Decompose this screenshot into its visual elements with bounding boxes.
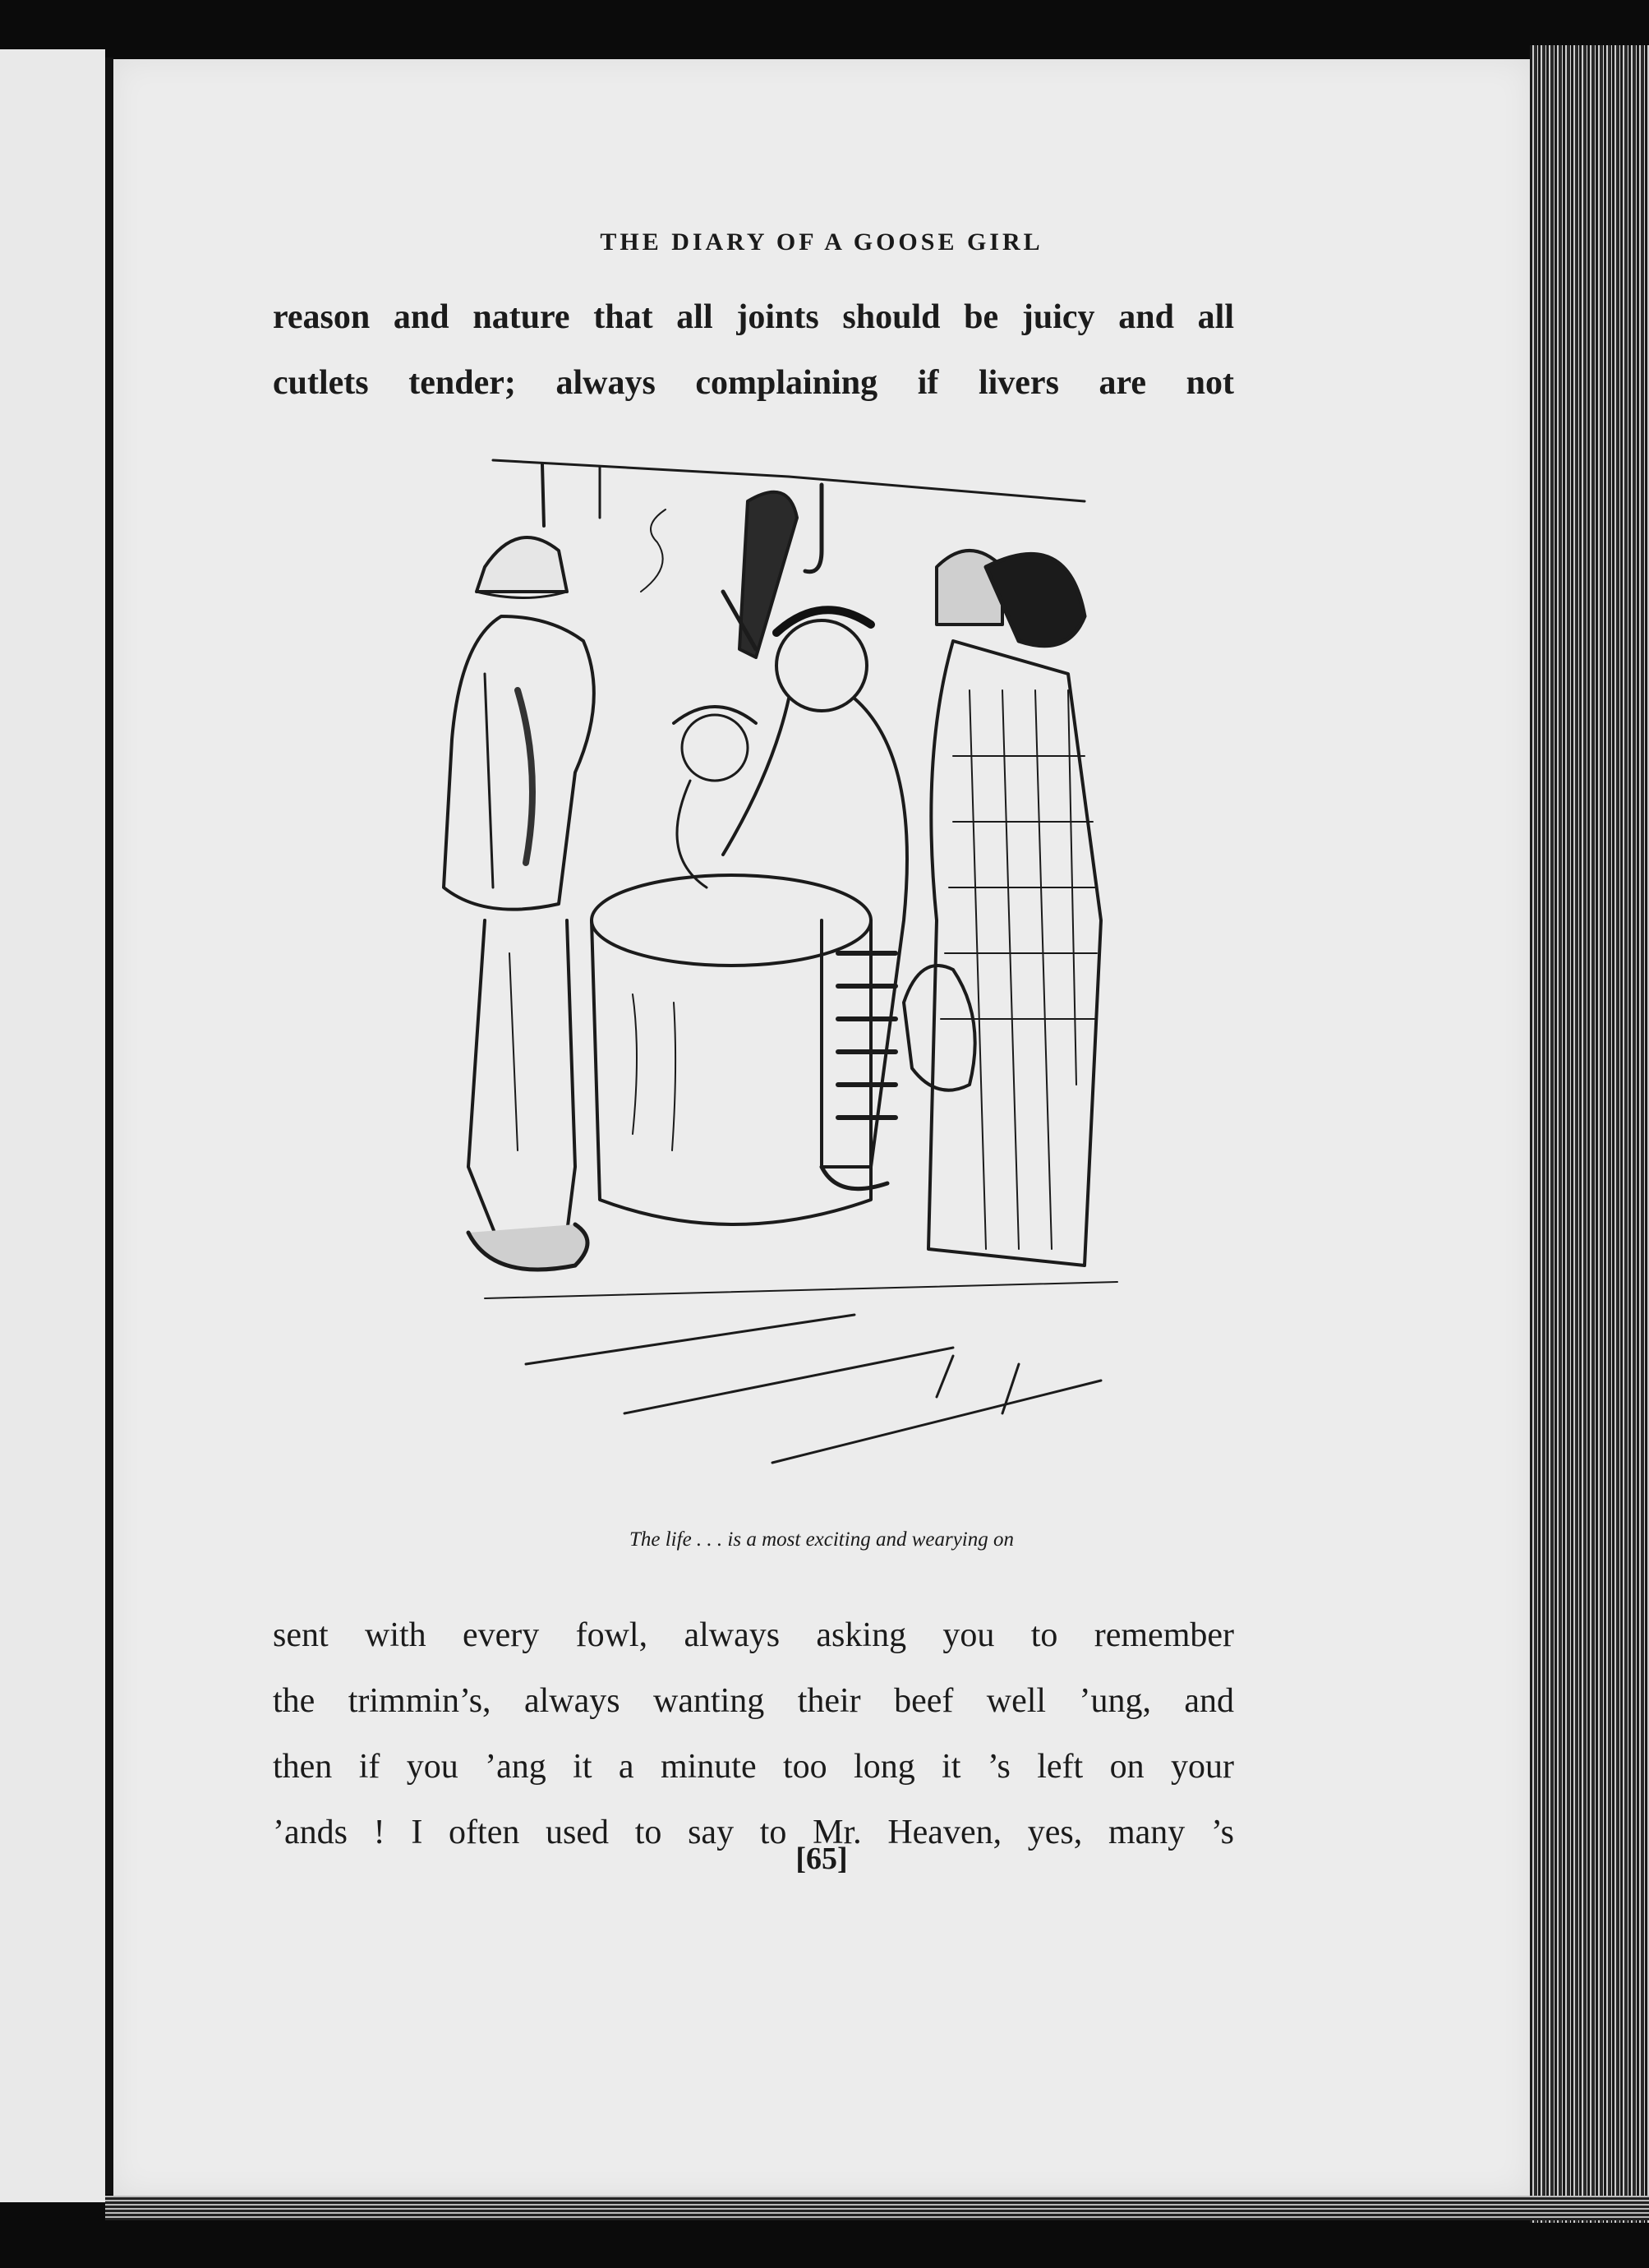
butcher-shop-illustration <box>362 427 1134 1512</box>
bottom-paragraph <box>273 1602 1234 1865</box>
page-number: [65] <box>795 1842 848 1876</box>
text-line: cutlets tender; always complaining if livers are not <box>273 364 1234 402</box>
running-head: THE DIARY OF A GOOSE GIRL <box>600 228 1043 256</box>
page-edges-bottom <box>105 2196 1649 2220</box>
text-line: ’ands ! I often used to say to Mr. Heaven, yes, many ’s <box>273 1814 1234 1851</box>
text-line: then if you ’ang it a minute too long it ’s left on your <box>273 1748 1234 1786</box>
text-line: reason and nature that all joints should be juicy and all <box>273 298 1234 336</box>
top-paragraph <box>273 284 1234 416</box>
page-edges-right <box>1530 45 1649 2223</box>
book-spine <box>105 58 113 2194</box>
left-page-edge <box>0 49 105 2202</box>
text-line: sent with every fowl, always asking you to remember <box>273 1616 1234 1654</box>
text-line: the trimmin’s, always wanting their beef well ’ung, and <box>273 1682 1234 1720</box>
illustration-caption: The life . . . is a most exciting and wearying on <box>629 1528 1014 1551</box>
